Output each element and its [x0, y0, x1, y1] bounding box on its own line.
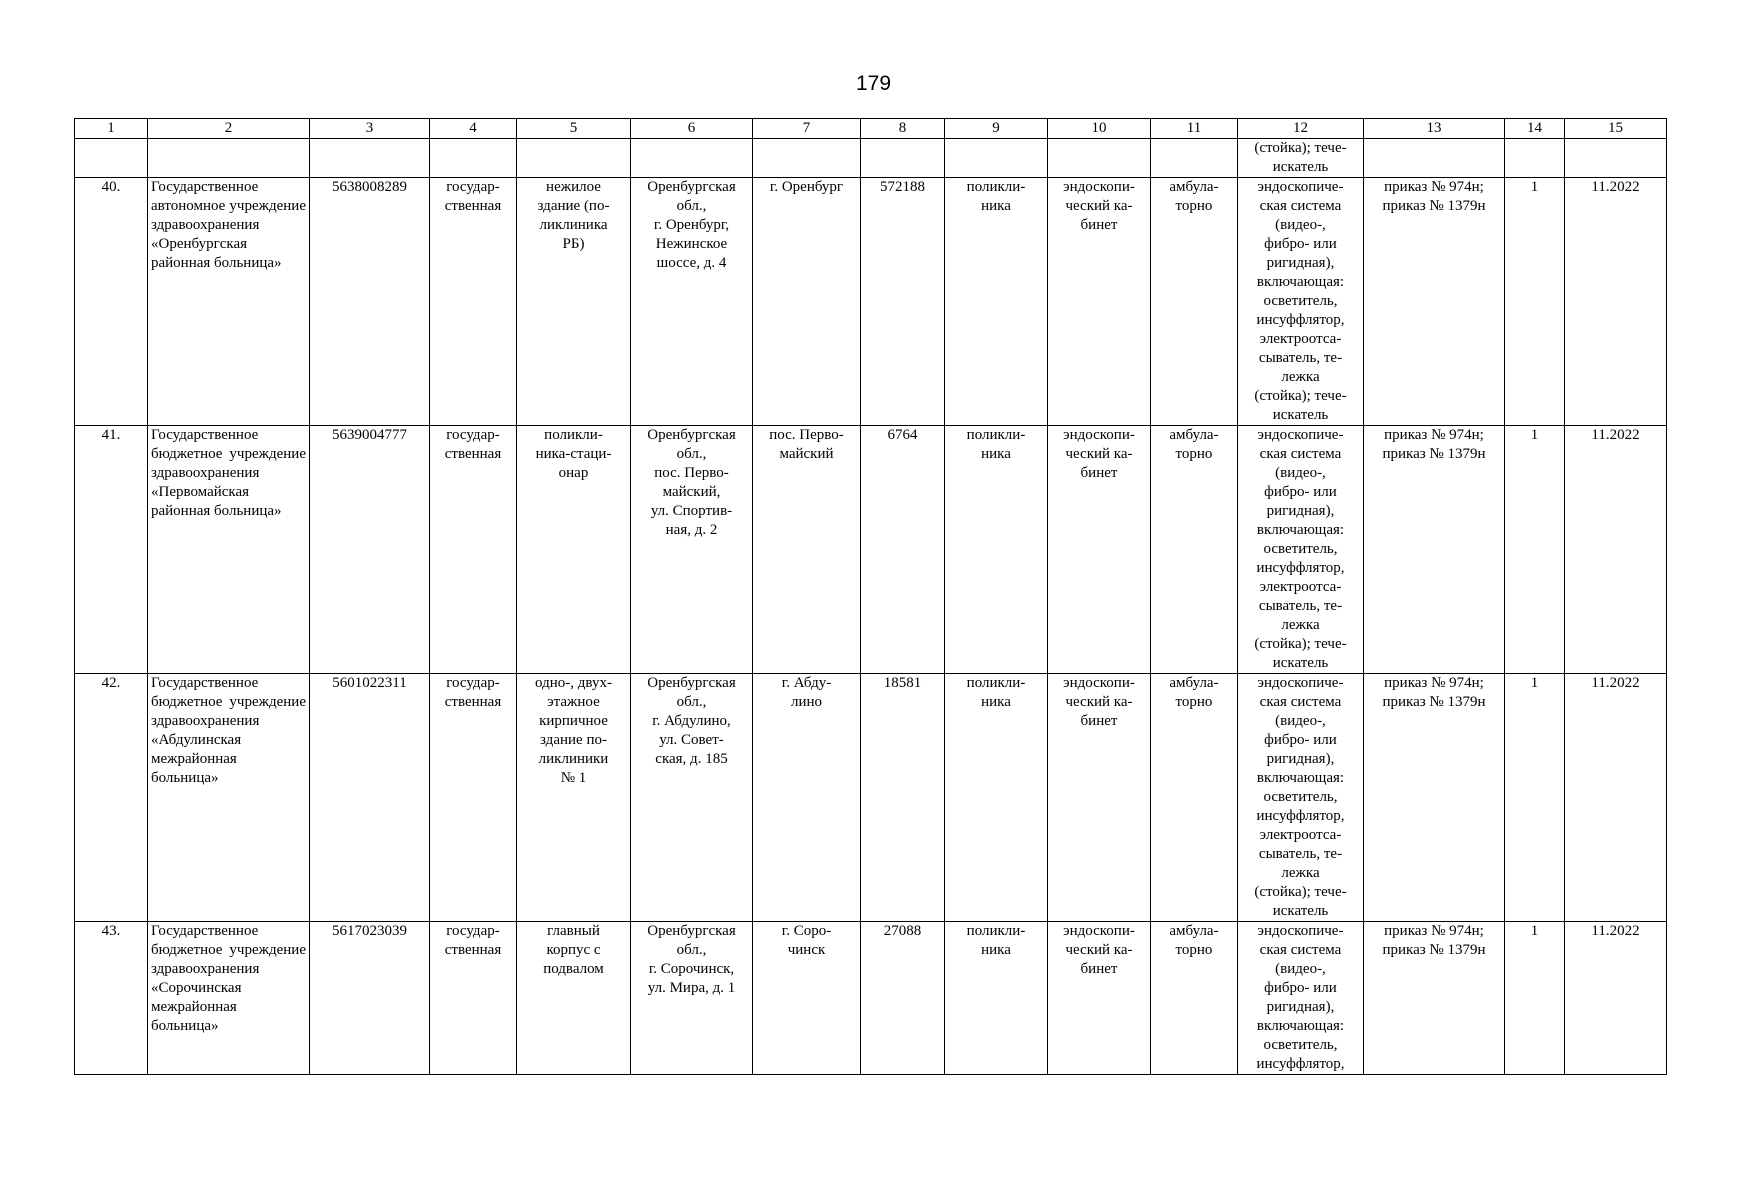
- column-number: 15: [1565, 119, 1667, 139]
- column-number-row: [75, 119, 1667, 139]
- equipment-cell: эндоскопиче- ская система (видео-, фибро- или ригидная), включающая: осветитель, инсуффлятор, электроотса- сыватель, те- лежка (стойка); тече- искатель: [1238, 178, 1364, 426]
- quantity-cell: 1: [1505, 674, 1565, 922]
- address-cell: Оренбургская обл., г. Абдулино, ул. Совет- ская, д. 185: [631, 674, 753, 922]
- quantity-cell: 1: [1505, 426, 1565, 674]
- column-number: 2: [148, 119, 310, 139]
- address-cell: Оренбургская обл., пос. Перво- майский, ул. Спортив- ная, д. 2: [631, 426, 753, 674]
- building-cell: главный корпус с подвалом: [517, 922, 631, 1075]
- column-number: 5: [517, 119, 631, 139]
- continuation-row: [75, 139, 1667, 178]
- locality-cell: г. Оренбург: [753, 178, 861, 426]
- inn-cell: 5617023039: [310, 922, 430, 1075]
- unit-cell: поликли- ника: [945, 178, 1048, 426]
- locality-cell: г. Соро- чинск: [753, 922, 861, 1075]
- column-number: 1: [75, 119, 148, 139]
- column-number: 4: [430, 119, 517, 139]
- date-cell: 11.2022: [1565, 178, 1667, 426]
- column-number: 6: [631, 119, 753, 139]
- orders-cell: приказ № 974н; приказ № 1379н: [1364, 922, 1505, 1075]
- column-number: 7: [753, 119, 861, 139]
- locality-cell: пос. Перво- майский: [753, 426, 861, 674]
- register-table: [74, 118, 1667, 1075]
- building-cell: поликли- ника-стаци- онар: [517, 426, 631, 674]
- equipment-cell: эндоскопиче- ская система (видео-, фибро- или ригидная), включающая: осветитель, инсуффлятор, электроотса- сыватель, те- лежка (стойка); тече- искатель: [1238, 426, 1364, 674]
- inn-cell: 5638008289: [310, 178, 430, 426]
- date-cell: 11.2022: [1565, 426, 1667, 674]
- column-number: 11: [1151, 119, 1238, 139]
- table-row: [75, 178, 1667, 426]
- ownership-cell: государ- ственная: [430, 178, 517, 426]
- column-number: 10: [1048, 119, 1151, 139]
- orders-cell: приказ № 974н; приказ № 1379н: [1364, 426, 1505, 674]
- quantity-cell: 1: [1505, 178, 1565, 426]
- population-cell: 572188: [861, 178, 945, 426]
- column-number: 14: [1505, 119, 1565, 139]
- row-number: 40.: [75, 178, 148, 426]
- mode-cell: амбула- торно: [1151, 674, 1238, 922]
- table-row: [75, 426, 1667, 674]
- column-number: 9: [945, 119, 1048, 139]
- building-cell: одно-, двух- этажное кирпичное здание по- ликлиники № 1: [517, 674, 631, 922]
- equipment-continuation: (стойка); тече- искатель: [1238, 139, 1364, 178]
- date-cell: 11.2022: [1565, 922, 1667, 1075]
- orders-cell: приказ № 974н; приказ № 1379н: [1364, 178, 1505, 426]
- population-cell: 18581: [861, 674, 945, 922]
- orders-cell: приказ № 974н; приказ № 1379н: [1364, 674, 1505, 922]
- unit-cell: поликли- ника: [945, 922, 1048, 1075]
- column-number: 8: [861, 119, 945, 139]
- equipment-cell: эндоскопиче- ская система (видео-, фибро- или ригидная), включающая: осветитель, инсуффлятор, электроотса- сыватель, те- лежка (стойка); тече- искатель: [1238, 674, 1364, 922]
- building-cell: нежилое здание (по- ликлиника РБ): [517, 178, 631, 426]
- room-cell: эндоскопи- ческий ка- бинет: [1048, 922, 1151, 1075]
- address-cell: Оренбургская обл., г. Оренбург, Нежинское шоссе, д. 4: [631, 178, 753, 426]
- mode-cell: амбула- торно: [1151, 426, 1238, 674]
- table-row: [75, 674, 1667, 922]
- address-cell: Оренбургская обл., г. Сорочинск, ул. Мира, д. 1: [631, 922, 753, 1075]
- column-number: 13: [1364, 119, 1505, 139]
- page-number: 179: [855, 72, 892, 95]
- row-number: 41.: [75, 426, 148, 674]
- row-number: 43.: [75, 922, 148, 1075]
- inn-cell: 5639004777: [310, 426, 430, 674]
- room-cell: эндоскопи- ческий ка- бинет: [1048, 178, 1151, 426]
- institution-name: Государственное бюджетное учреждение здравоохранения «Сорочинская межрайонная больница»: [148, 922, 310, 1075]
- room-cell: эндоскопи- ческий ка- бинет: [1048, 674, 1151, 922]
- room-cell: эндоскопи- ческий ка- бинет: [1048, 426, 1151, 674]
- column-number: 12: [1238, 119, 1364, 139]
- mode-cell: амбула- торно: [1151, 922, 1238, 1075]
- date-cell: 11.2022: [1565, 674, 1667, 922]
- equipment-cell: эндоскопиче- ская система (видео-, фибро- или ригидная), включающая: осветитель, инсуффлятор,: [1238, 922, 1364, 1075]
- inn-cell: 5601022311: [310, 674, 430, 922]
- ownership-cell: государ- ственная: [430, 426, 517, 674]
- ownership-cell: государ- ственная: [430, 674, 517, 922]
- institution-name: Государственное бюджетное учреждение здравоохранения «Абдулинская межрайонная больница»: [148, 674, 310, 922]
- table-row: [75, 922, 1667, 1075]
- institution-name: Государственное автономное учреждение здравоохранения «Оренбургская районная больница»: [148, 178, 310, 426]
- row-number: 42.: [75, 674, 148, 922]
- mode-cell: амбула- торно: [1151, 178, 1238, 426]
- institution-name: Государственное бюджетное учреждение здравоохранения «Первомайская районная больница»: [148, 426, 310, 674]
- quantity-cell: 1: [1505, 922, 1565, 1075]
- ownership-cell: государ- ственная: [430, 922, 517, 1075]
- population-cell: 6764: [861, 426, 945, 674]
- unit-cell: поликли- ника: [945, 674, 1048, 922]
- unit-cell: поликли- ника: [945, 426, 1048, 674]
- locality-cell: г. Абду- лино: [753, 674, 861, 922]
- population-cell: 27088: [861, 922, 945, 1075]
- column-number: 3: [310, 119, 430, 139]
